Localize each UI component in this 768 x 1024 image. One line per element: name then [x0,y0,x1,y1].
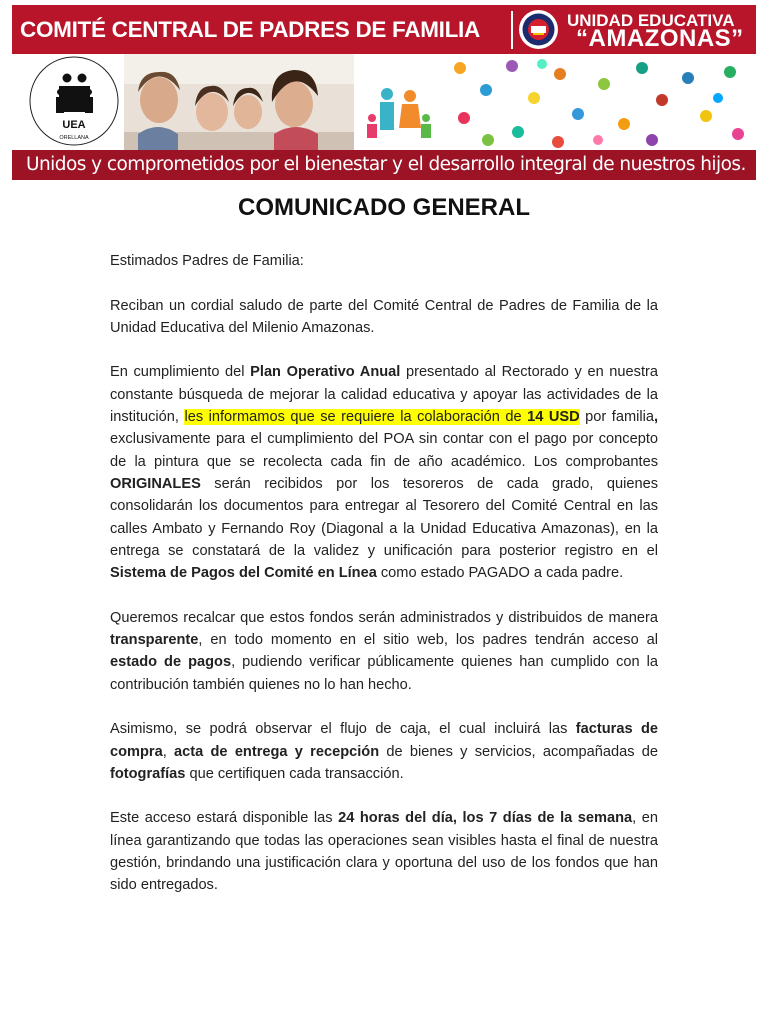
p3-bold-estado: estado de pagos [110,654,232,671]
p3-bold-transparente: transparente [110,632,199,649]
p4-text-1: Asimismo, se podrá observar el flujo de caja, el cual incluirá las [110,721,576,738]
p4-text-2: , [162,743,175,760]
paragraph-contribution [110,361,658,584]
p3-text-1: Queremos recalcar que estos fondos serán administrados y distribuidos de manera [110,609,658,626]
p4-text-3: de bienes y servicios, acompañadas de [379,743,659,760]
school-name: “AMAZONAS” [576,25,744,52]
header-top-bar [12,5,756,54]
p2-text-5: serán recibidos por los tesoreros de cada grado, quienes consolidarán los documentos para entregar al Tesorero del Comité Central en las calles Ambato y Fernando Roy (Diagonal a la Unidad Educativa Amazonas), en la entrega se constatará de la validez y unificación para posterior registro en el [110,475,658,559]
header-divider [511,11,513,49]
slogan-text: Unidos y comprometidos por el bienestar y el desarrollo integral de nuestros hijos. [26,154,746,175]
p4-text-4: que certifiquen cada transacción. [185,765,404,782]
p4-bold-acta: acta de entrega y recepción [174,743,380,760]
committee-name: COMITÉ CENTRAL DE PADRES DE FAMILIA [20,17,480,42]
p2-bold-comma: , [653,409,659,426]
p3-text-2: , en todo momento en el sitio web, los padres tendrán acceso al [198,632,658,649]
p2-text-6: como estado PAGADO a cada padre. [376,565,624,582]
p2-text-3: por familia [579,409,654,426]
p2-highlight-text: les informamos que se requiere la colaboración de [184,409,528,426]
p2-bold-originales: ORIGINALES [110,475,201,492]
paragraph-availability [110,807,658,896]
p2-bold-sistema: Sistema de Pagos del Comité en Línea [110,565,377,582]
p3-text-3: , pudiendo verificar públicamente quienes han cumplido con la contribución también quienes no lo han hecho. [110,654,659,693]
p2-text-1: En cumplimiento del [110,364,251,381]
committee-logo [30,57,118,145]
p2-text-4: exclusivamente para el cumplimiento del POA sin contar con el pago por concepto de la pintura que se recolecta cada fin de año académico. Los comprobantes [110,431,658,470]
school-label: UNIDAD EDUCATIVA [567,11,735,30]
document-title: COMUNICADO GENERAL [238,194,530,221]
paragraph-transparency [110,607,658,696]
committee-logo-initials: UEA [62,119,86,131]
p4-bold-fotografias: fotografías [110,765,186,782]
paragraph-intro: Reciban un cordial saludo de parte del Comité Central de Padres de Familia de la Unidad Educativa del Milenio Amazonas. [110,297,658,336]
school-seal-logo [518,9,559,50]
banner-artwork [12,54,756,150]
p2-highlight [184,409,579,425]
committee-logo-place: ORELLANA [59,135,89,141]
paragraph-cashflow [110,718,658,785]
header-banner [12,5,756,180]
p2-text-2: presentado al Rectorado y en nuestra constante búsqueda de mejorar la calidad educativa y apoyar las actividades de la institución, [110,364,658,426]
greeting: Estimados Padres de Familia: [110,253,304,269]
p2-highlight-amount: 14 USD [527,409,580,426]
family-photo [124,54,354,150]
p5-text-2: , en línea garantizando que todas las operaciones sean visibles hasta el final de nuestra gestión, brindando una justificación clara y oportuna del uso de los fondos que han sido entregados. [110,810,659,894]
p5-text-1: Este acceso estará disponible las [110,810,339,827]
p2-bold-plan: Plan Operativo Anual [250,364,401,381]
letter-body [110,250,658,919]
slogan-bar [12,150,756,180]
p5-bold-hours: 24 horas del día, los 7 días de la semana [338,810,633,827]
p4-bold-facturas: facturas de compra [110,721,658,760]
